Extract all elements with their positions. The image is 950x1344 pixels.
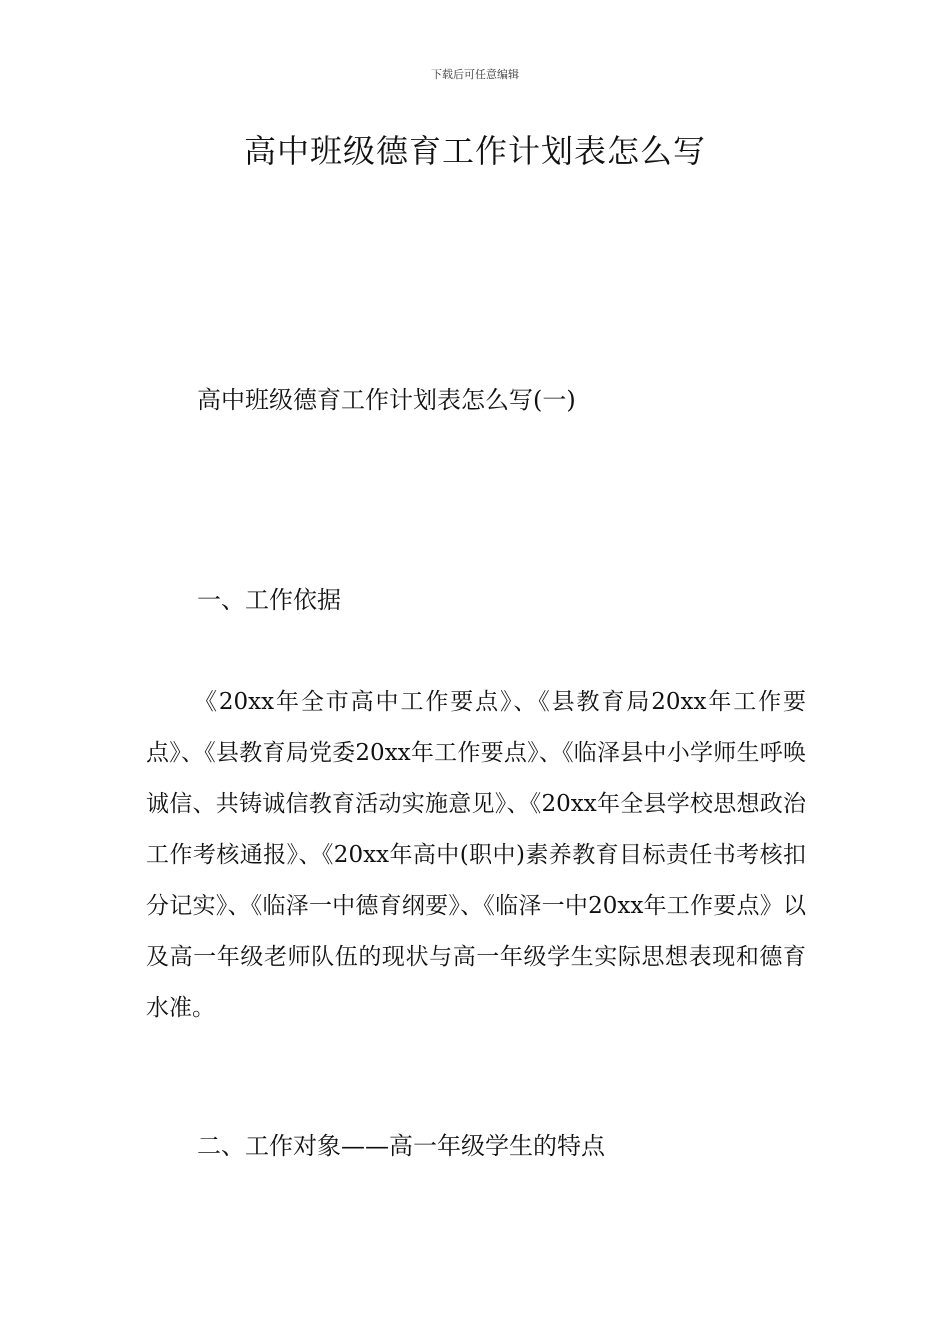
section-paragraph-basis: 《20xx年全市高中工作要点》、《县教育局20xx年工作要点》、《县教育局党委20xx年工作要点》、《临泽县中小学师生呼唤诚信、共铸诚信教育活动实施意见》、《20xx年全县学校思想政治工作考核通报》、《20xx年高中(职中)素养教育目标责任书考核扣分记实》、《临泽一中德育纲要》、《临泽一中20xx年工作要点》以及高一年级老师队伍的现状与高一年级学生实际思想表现和德育水准。	[146, 689, 806, 1021]
section-heading-target: 二、工作对象——高一年级学生的特点	[197, 1132, 605, 1160]
section-heading-basis: 一、工作依据	[197, 586, 341, 614]
document-title: 高中班级德育工作计划表怎么写	[243, 132, 706, 170]
header-note: 下载后可任意编辑	[431, 68, 519, 81]
document-subtitle: 高中班级德育工作计划表怎么写(一)	[197, 386, 576, 414]
